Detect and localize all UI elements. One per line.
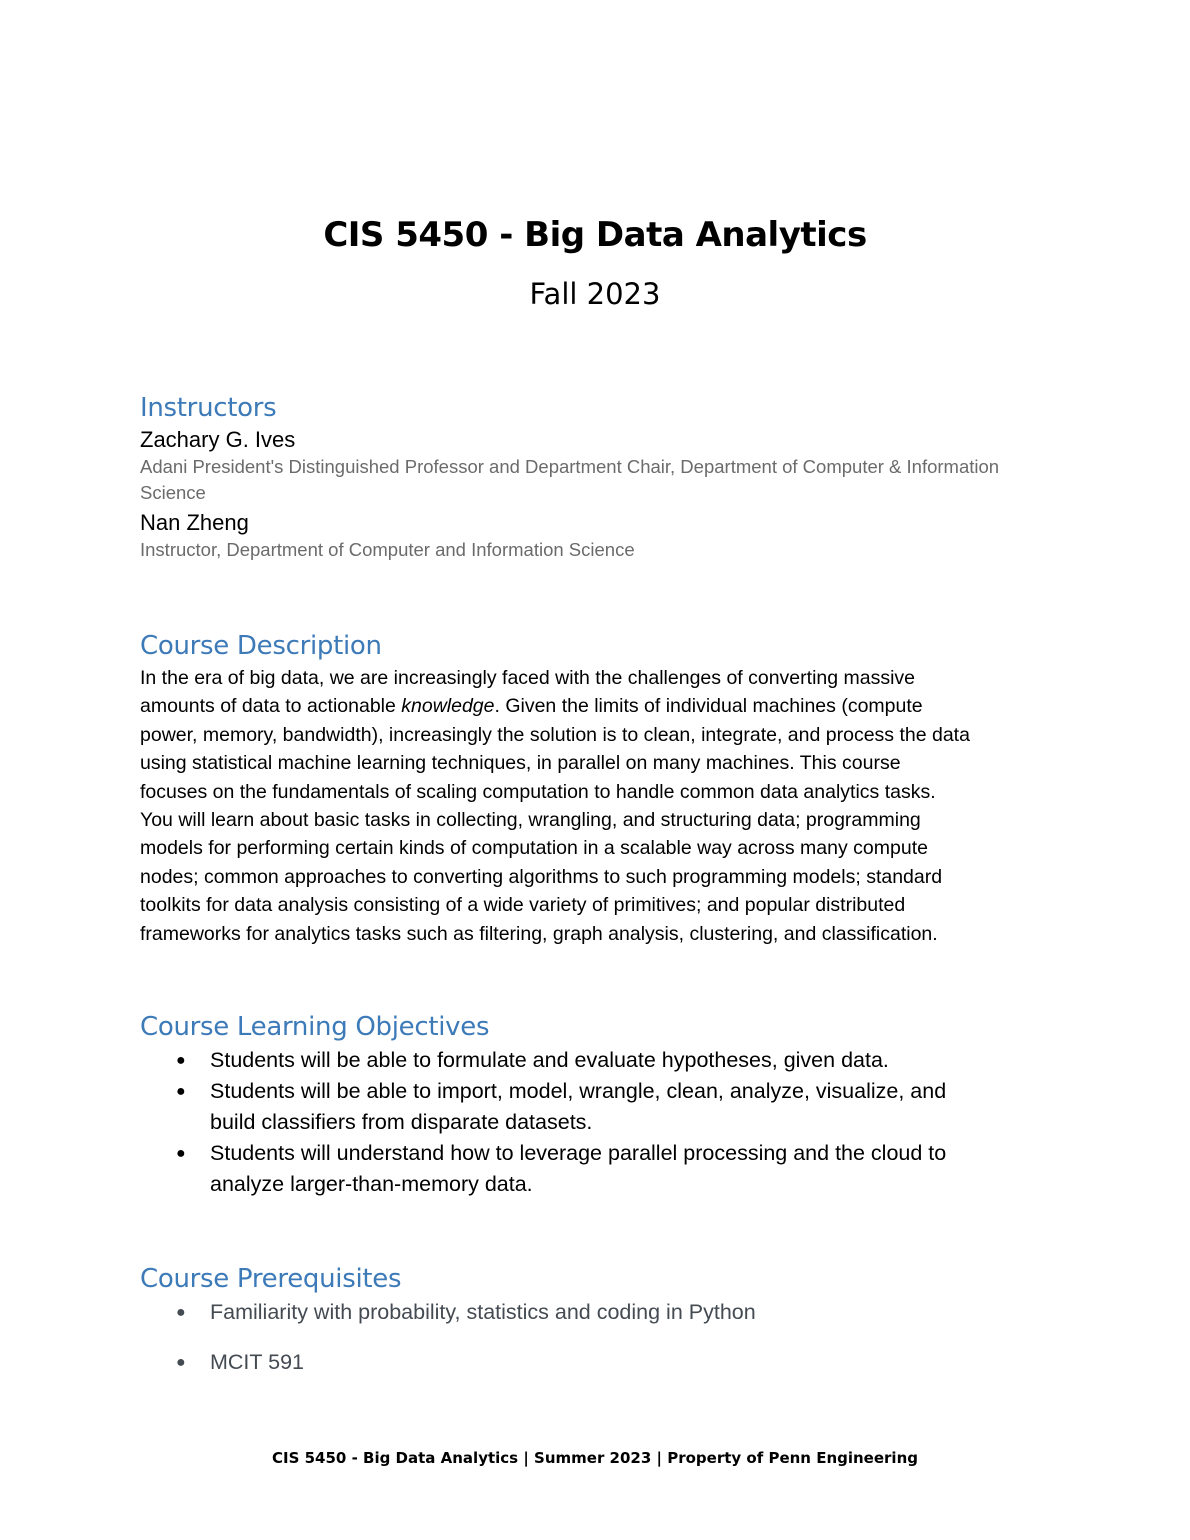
list-item — [140, 1297, 1060, 1328]
bullet-icon: ● — [176, 1145, 186, 1162]
instructor-entry — [140, 426, 1060, 506]
objectives-list — [140, 1045, 1060, 1200]
description-line: nodes; common approaches to converting algorithms to such programming models; standard — [140, 865, 943, 888]
instructor-title: Instructor, Department of Computer and Information Science — [140, 539, 635, 560]
bullet-icon: ● — [176, 1354, 186, 1371]
bullet-icon: ● — [176, 1083, 186, 1100]
description-line: . Given the limits of individual machines (compute — [494, 695, 923, 718]
instructor-title-line: Adani President's Distinguished Professor and Department Chair, Department of Computer & Information — [140, 456, 1000, 477]
course-term: Fall 2023 — [529, 277, 661, 311]
list-item-text: Students will be able to import, model, wrangle, clean, analyze, visualize, and — [210, 1079, 947, 1103]
instructor-title-line: Science — [140, 482, 206, 503]
instructor-name: Nan Zheng — [140, 510, 249, 535]
list-item-text: Students will be able to formulate and evaluate hypotheses, given data. — [210, 1048, 889, 1072]
prerequisites-section — [140, 1261, 1060, 1378]
list-item — [140, 1138, 1060, 1200]
list-item — [140, 1045, 1060, 1076]
prerequisites-list — [140, 1297, 1060, 1378]
instructors-heading: Instructors — [140, 393, 277, 423]
list-item-text: MCIT 591 — [210, 1350, 304, 1374]
prerequisites-heading: Course Prerequisites — [140, 1264, 402, 1294]
instructors-section — [140, 390, 1060, 566]
description-heading: Course Description — [140, 631, 382, 661]
objectives-section — [140, 1009, 1060, 1200]
bullet-icon: ● — [176, 1304, 186, 1321]
list-item-text: Familiarity with probability, statistics and coding in Python — [210, 1300, 756, 1324]
list-item-text: build classifiers from disparate datasets. — [210, 1110, 593, 1134]
description-line: In the era of big data, we are increasingly faced with the challenges of converting massive — [140, 667, 916, 689]
list-item-text: analyze larger-than-memory data. — [210, 1172, 533, 1196]
instructor-name: Zachary G. Ives — [140, 427, 296, 452]
objectives-heading: Course Learning Objectives — [140, 1012, 490, 1042]
description-emphasis: knowledge — [401, 695, 495, 718]
instructor-title — [140, 454, 1060, 506]
description-line: using statistical machine learning techniques, in parallel on many machines. This course — [140, 752, 901, 775]
description-section — [140, 628, 1060, 948]
list-item — [140, 1076, 1060, 1138]
description-line: frameworks for analytics tasks such as filtering, graph analysis, clustering, and classification. — [140, 922, 938, 945]
instructor-entry — [140, 509, 1060, 563]
description-line: You will learn about basic tasks in collecting, wrangling, and structuring data; programming — [140, 809, 921, 832]
description-line: amounts of data to actionable — [140, 695, 402, 718]
list-item-text: Students will understand how to leverage parallel processing and the cloud to — [210, 1141, 947, 1165]
page-footer: CIS 5450 - Big Data Analytics | Summer 2023 | Property of Penn Engineering — [271, 1449, 918, 1467]
list-item — [140, 1347, 1060, 1378]
description-line: power, memory, bandwidth), increasingly the solution is to clean, integrate, and process the data — [140, 723, 970, 746]
description-paragraph — [140, 664, 1060, 948]
description-line: models for performing certain kinds of computation in a scalable way across many compute — [140, 837, 928, 860]
bullet-icon: ● — [176, 1052, 186, 1069]
description-line: toolkits for data analysis consisting of a wide variety of primitives; and popular distributed — [140, 894, 906, 917]
description-line: focuses on the fundamentals of scaling computation to handle common data analytics tasks. — [140, 780, 936, 803]
course-title: CIS 5450 - Big Data Analytics — [323, 215, 867, 255]
